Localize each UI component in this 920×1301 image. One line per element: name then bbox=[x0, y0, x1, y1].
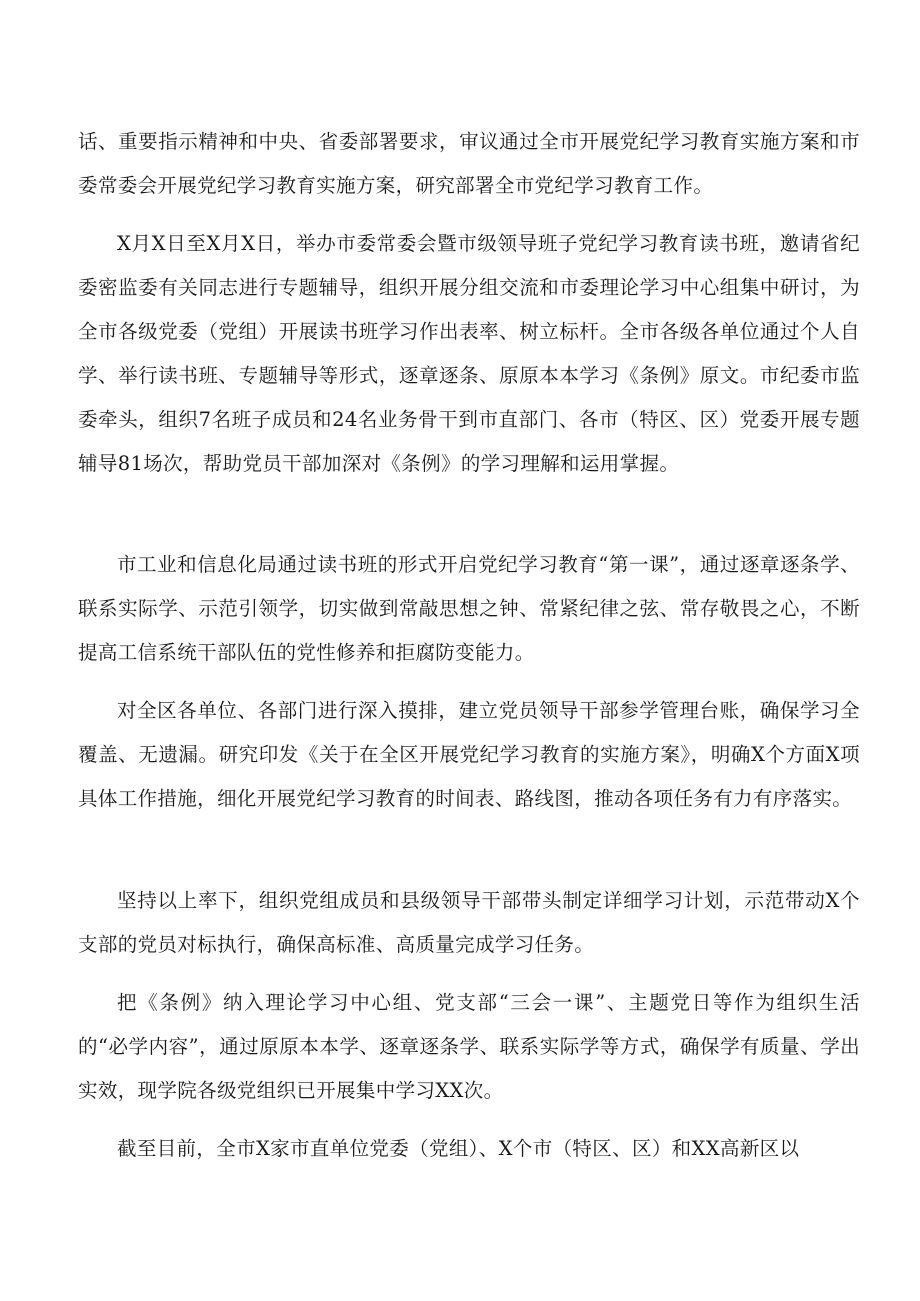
paragraph-continuation: 话、重要指示精神和中央、省委部署要求，审议通过全市开展党纪学习教育实施方案和市委常委会开展党纪学习教育实施方案，研究部署全市党纪学习教育工作。 bbox=[78, 130, 860, 197]
paragraph-regulations-study: 把《条例》纳入理论学习中心组、党支部“三会一课”、主题党日等作为组织生活的“必学内容”，通过原原本本学、逐章逐条学、联系实际学等方式，确保学有质量、学出实效，现学院各级党组织已开展集中学习XX次。 bbox=[78, 991, 860, 1102]
paragraph-reading-class: X月X日至X月X日，举办市委常委会暨市级领导班子党纪学习教育读书班，邀请省纪委密监委有关同志进行专题辅导，组织开展分组交流和市委理论学习中心组集中研讨，为全市各级党委（党组）开展读书班学习作出表率、树立标杆。全市各级各单位通过个人自学、举行读书班、专题辅导等形式，逐章逐条、原原本本学习《条例》原文。市纪委市监委牵头，组织7名班子成员和24名业务骨干到市直部门、各市（特区、区）党委开展专题辅导81场次，帮助党员干部加深对《条例》的学习理解和运用掌握。 bbox=[78, 232, 860, 475]
paragraph-industry-bureau: 市工业和信息化局通过读书班的形式开启党纪学习教育“第一课”，通过逐章逐条学、联系实际学、示范引领学，切实做到常敲思想之钟、常紧纪律之弦、常存敬畏之心，不断提高工信系统干部队伍的党性修养和拒腐防变能力。 bbox=[78, 553, 860, 664]
paragraph-progress-summary: 截至目前，全市X家市直单位党委（党组）、X个市（特区、区）和XX高新区以 bbox=[117, 1137, 800, 1160]
paragraph-district-survey: 对全区各单位、各部门进行深入摸排，建立党员领导干部参学管理台账，确保学习全覆盖、无遗漏。研究印发《关于在全区开展党纪学习教育的实施方案》，明确X个方面X项具体工作措施，细化开展党纪学习教育的时间表、路线图，推动各项任务有力有序落实。 bbox=[78, 699, 860, 810]
paragraph-lead-by-example: 坚持以上率下，组织党组成员和县级领导干部带头制定详细学习计划，示范带动X个支部的党员对标执行，确保高标准、高质量完成学习任务。 bbox=[78, 889, 860, 956]
